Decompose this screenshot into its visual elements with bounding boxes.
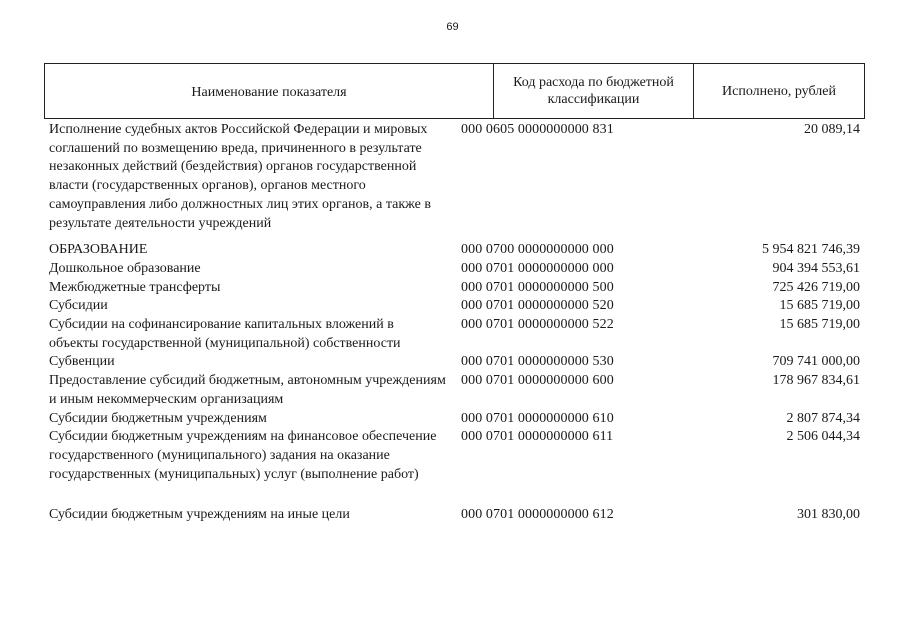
row-name bbox=[0, 428, 461, 484]
row-name-line: государственного (муниципального) задания на оказание bbox=[49, 447, 390, 463]
page-number: 69 bbox=[446, 21, 459, 33]
row-code: 000 0701 0000000000 610 bbox=[461, 410, 614, 426]
row-amount: 301 830,00 bbox=[797, 507, 860, 523]
row-code: 000 0701 0000000000 611 bbox=[461, 429, 614, 445]
table-row bbox=[0, 121, 905, 233]
row-name-line: и иным некоммерческим организациям bbox=[49, 391, 284, 407]
table-row bbox=[0, 279, 905, 298]
row-name-line: незаконных действий (бездействия) органов государственной bbox=[49, 159, 417, 175]
row-name-line: соглашений по возмещению вреда, причиненного в результате bbox=[49, 140, 422, 156]
row-code: 000 0701 0000000000 520 bbox=[461, 298, 614, 314]
row-code: 000 0605 0000000000 831 bbox=[461, 122, 614, 137]
row-name bbox=[0, 372, 461, 409]
row-amount: 2 807 874,34 bbox=[786, 410, 860, 426]
row-name-line: Субсидии bbox=[49, 298, 108, 314]
row-name-line: Предоставление субсидий бюджетным, автономным учреждениям bbox=[49, 373, 446, 389]
header-code-column bbox=[494, 64, 694, 118]
header-code-line1: Код расхода по бюджетной bbox=[513, 75, 674, 90]
row-name bbox=[0, 410, 461, 429]
row-name bbox=[0, 353, 461, 372]
row-name-line: Межбюджетные трансферты bbox=[49, 279, 221, 295]
header-code-line2: классификации bbox=[547, 92, 640, 107]
row-amount: 2 506 044,34 bbox=[786, 429, 860, 445]
table-row bbox=[0, 353, 905, 372]
row-name-line: Субсидии бюджетным учреждениям на иные цели bbox=[49, 507, 350, 523]
row-code: 000 0700 0000000000 000 bbox=[461, 242, 614, 258]
header-amount-column: Исполнено, рублей bbox=[722, 83, 836, 99]
row-name-line: Субсидии бюджетным учреждениям bbox=[49, 410, 267, 426]
row-code: 000 0701 0000000000 522 bbox=[461, 317, 614, 333]
row-name-line: Исполнение судебных актов Российской Федерации и мировых bbox=[49, 122, 428, 137]
table-row bbox=[0, 428, 905, 484]
row-amount: 15 685 719,00 bbox=[779, 317, 860, 333]
row-amount: 5 954 821 746,39 bbox=[762, 242, 860, 258]
row-name bbox=[0, 241, 461, 260]
table-row bbox=[0, 297, 905, 316]
row-code: 000 0701 0000000000 000 bbox=[461, 260, 614, 276]
row-name bbox=[0, 506, 461, 525]
table-row bbox=[0, 241, 905, 260]
row-amount: 15 685 719,00 bbox=[779, 298, 860, 314]
row-name-line: государственных (муниципальных) услуг (выполнение работ) bbox=[49, 466, 419, 482]
row-name-line: Субсидии бюджетным учреждениям на финансовое обеспечение bbox=[49, 429, 437, 445]
row-code: 000 0701 0000000000 600 bbox=[461, 373, 614, 389]
row-name-line: Субвенции bbox=[49, 354, 115, 370]
table-row bbox=[0, 316, 905, 353]
row-code: 000 0701 0000000000 612 bbox=[461, 507, 614, 523]
row-name bbox=[0, 297, 461, 316]
table-row bbox=[0, 410, 905, 429]
row-name-line: результате деятельности учреждений bbox=[49, 215, 272, 231]
table-row bbox=[0, 506, 905, 525]
row-name-line: ОБРАЗОВАНИЕ bbox=[49, 242, 148, 258]
row-name-line: власти (государственных органов), органов местного bbox=[49, 178, 366, 194]
header-name-column: Наименование показателя bbox=[45, 64, 494, 118]
row-name-line: Субсидии на софинансирование капитальных вложений в bbox=[49, 317, 394, 333]
row-name-line: самоуправления либо должностных лиц этих органов, а также в bbox=[49, 196, 431, 212]
table-row bbox=[0, 260, 905, 279]
row-amount: 709 741 000,00 bbox=[772, 354, 860, 370]
row-name-line: Дошкольное образование bbox=[49, 260, 201, 276]
row-amount: 178 967 834,61 bbox=[772, 373, 860, 389]
row-code: 000 0701 0000000000 530 bbox=[461, 354, 614, 370]
row-amount: 904 394 553,61 bbox=[772, 260, 860, 276]
row-name bbox=[0, 279, 461, 298]
row-amount: 725 426 719,00 bbox=[772, 279, 860, 295]
row-name bbox=[0, 260, 461, 279]
table-body bbox=[0, 121, 905, 525]
table-header bbox=[44, 63, 865, 119]
row-amount: 20 089,14 bbox=[804, 122, 860, 137]
table-row bbox=[0, 372, 905, 409]
row-code: 000 0701 0000000000 500 bbox=[461, 279, 614, 295]
row-name bbox=[0, 121, 461, 233]
row-name bbox=[0, 316, 461, 353]
row-name-line: объекты государственной (муниципальной) собственности bbox=[49, 335, 401, 351]
